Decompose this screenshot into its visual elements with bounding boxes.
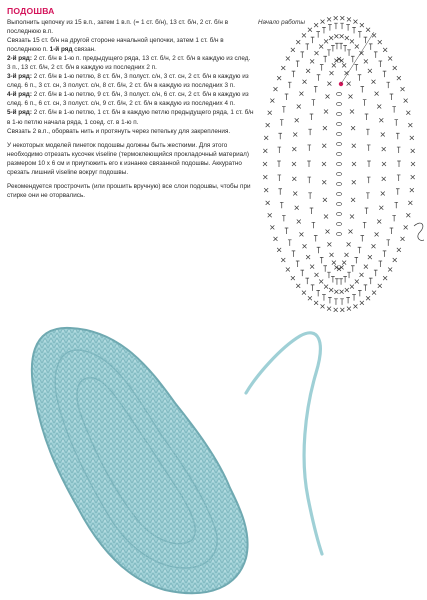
diagram-stitch-symbol bbox=[263, 175, 267, 179]
diagram-stitch-symbol bbox=[340, 23, 344, 29]
diagram-stitch-symbol bbox=[348, 229, 352, 233]
diagram-stitch-symbol bbox=[364, 59, 368, 63]
diagram-stitch-symbol bbox=[351, 126, 355, 130]
diagram-stitch-symbol bbox=[281, 66, 285, 70]
diagram-stitch-symbol bbox=[397, 248, 401, 252]
diagram-stitch-symbol bbox=[310, 59, 314, 63]
diagram-stitch-symbol bbox=[332, 261, 336, 265]
diagram-stitch-symbol bbox=[352, 180, 356, 184]
diagram-stitch-symbol bbox=[295, 206, 299, 210]
diagram-stitch-symbol bbox=[328, 25, 332, 31]
diagram-stitch-symbol bbox=[339, 43, 343, 49]
diagram-stitch-symbol bbox=[312, 100, 316, 106]
diagram-stitch-symbol bbox=[360, 273, 364, 277]
diagram-stitch-symbol bbox=[406, 111, 410, 115]
diagram-stitch-symbol bbox=[323, 56, 327, 62]
diagram-stitch-symbol bbox=[327, 82, 331, 86]
instruction-chain: Выполнить цепочку из 15 в.п., затем 1 в.п. (= 1 ст. б/н), 13 ст. б/н, 2 ст. б/н в последнюю в.п. bbox=[7, 19, 229, 36]
diagram-stitch-symbol bbox=[277, 161, 281, 167]
instruction-row-2: 2-й ряд: 2 ст. б/н в 1-ю п. предыдущего ряда, 13 ст. б/н, 2 ст. б/н в каждую из след. 3 п., 13 ст. б/н, 2 ст. б/н в каждую из последних 2 п. bbox=[7, 55, 251, 72]
diagram-stitch-symbol bbox=[343, 45, 347, 51]
diagram-stitch-symbol bbox=[342, 63, 346, 67]
diagram-stitch-symbol bbox=[336, 172, 341, 175]
page-title: ПОДОШВА bbox=[7, 6, 55, 16]
diagram-stitch-symbol bbox=[278, 147, 282, 153]
diagram-stitch-symbol bbox=[360, 23, 364, 27]
instructions-text bbox=[7, 18, 255, 200]
diagram-stitch-symbol bbox=[268, 111, 272, 115]
diagram-stitch-symbol bbox=[411, 149, 415, 153]
diagram-stitch-symbol bbox=[377, 219, 381, 223]
diagram-stitch-symbol bbox=[379, 261, 383, 267]
diagram-stitch-symbol bbox=[371, 244, 375, 248]
diagram-stitch-symbol bbox=[288, 240, 292, 246]
diagram-stitch-symbol bbox=[327, 272, 331, 278]
diagram-stitch-symbol bbox=[317, 247, 321, 253]
diagram-stitch-symbol bbox=[270, 225, 274, 229]
crocheted-sole-photo bbox=[0, 318, 427, 600]
diagram-stitch-symbol bbox=[340, 34, 344, 38]
diagram-stitch-symbol bbox=[329, 288, 333, 292]
diagram-stitch-symbol bbox=[377, 105, 381, 109]
diagram-stitch-symbol bbox=[368, 255, 372, 259]
diagram-stitch-symbol bbox=[327, 17, 331, 21]
diagram-stitch-symbol bbox=[286, 268, 290, 272]
diagram-stitch-symbol bbox=[278, 175, 282, 181]
diagram-stitch-symbol bbox=[270, 99, 274, 103]
diagram-stitch-symbol bbox=[285, 94, 289, 100]
diagram-stitch-symbol bbox=[343, 277, 347, 283]
diagram-stitch-symbol bbox=[375, 232, 379, 236]
diagram-stitch-symbol bbox=[355, 44, 359, 48]
diagram-stitch-symbol bbox=[310, 265, 314, 269]
diagram-stitch-symbol bbox=[346, 25, 350, 31]
diagram-stitch-symbol bbox=[315, 273, 319, 277]
diagram-stitch-symbol bbox=[324, 39, 328, 43]
diagram-stitch-symbol bbox=[353, 304, 357, 308]
diagram-stitch-symbol bbox=[336, 152, 341, 155]
diagram-stitch-symbol bbox=[388, 268, 392, 272]
diagram-stitch-symbol bbox=[394, 202, 398, 208]
diagram-stitch-symbol bbox=[396, 133, 400, 139]
diagram-stitch-symbol bbox=[327, 242, 331, 246]
diagram-stitch-symbol bbox=[360, 301, 364, 305]
diagram-stitch-symbol bbox=[322, 27, 326, 33]
diagram-stitch-symbol bbox=[365, 208, 369, 214]
diagram-stitch-symbol bbox=[300, 270, 304, 276]
diagram-stitch-symbol bbox=[381, 192, 385, 196]
diagram-stitch-symbol bbox=[408, 201, 412, 205]
diagram-stitch-symbol bbox=[336, 222, 341, 225]
diagram-stitch-symbol bbox=[410, 188, 414, 192]
diagram-stitch-symbol bbox=[329, 36, 333, 40]
diagram-stitch-symbol bbox=[302, 291, 306, 295]
diagram-stitch-symbol bbox=[328, 297, 332, 303]
diagram-stitch-symbol bbox=[302, 33, 306, 37]
diagram-stitch-symbol bbox=[324, 110, 328, 114]
diagram-stitch-symbol bbox=[383, 48, 387, 52]
diagram-stitch-symbol bbox=[266, 123, 270, 127]
diagram-stitch-symbol bbox=[350, 285, 354, 289]
diagram-stitch-symbol bbox=[296, 40, 300, 44]
diagram-stitch-symbol bbox=[292, 147, 296, 151]
diagram-stitch-symbol bbox=[397, 147, 401, 153]
diagram-stitch-symbol bbox=[364, 265, 368, 269]
diagram-stitch-symbol bbox=[401, 237, 405, 241]
sole-shape bbox=[32, 328, 248, 593]
diagram-stitch-symbol bbox=[323, 266, 327, 272]
note-stitch: Рекомендуется прострочить (или прошить вручную) все слои подошвы, чтобы при стирке они не оторвались. bbox=[7, 182, 251, 199]
diagram-stitch-symbol bbox=[330, 71, 334, 75]
diagram-stitch-symbol bbox=[268, 213, 272, 217]
diagram-stitch-symbol bbox=[321, 20, 325, 24]
diagram-stitch-symbol bbox=[379, 118, 383, 122]
diagram-stitch-symbol bbox=[340, 290, 344, 294]
diagram-stitch-symbol bbox=[367, 177, 371, 183]
diagram-stitch-symbol bbox=[331, 45, 335, 51]
diagram-stitch-symbol bbox=[393, 66, 397, 70]
diagram-stitch-symbol bbox=[386, 82, 390, 88]
diagram-stitch-symbol bbox=[307, 161, 311, 167]
diagram-stitch-symbol bbox=[350, 110, 354, 114]
diagram-stitch-symbol bbox=[345, 288, 349, 292]
diagram-stitch-symbol bbox=[404, 99, 408, 103]
diagram-stitch-symbol bbox=[286, 56, 290, 60]
diagram-stitch-symbol bbox=[326, 95, 330, 99]
diagram-stitch-symbol bbox=[352, 295, 356, 301]
diagram-yarn-end bbox=[414, 223, 424, 240]
diagram-stitch-symbol bbox=[364, 285, 368, 291]
diagram-stitch-symbol bbox=[347, 50, 351, 56]
diagram-stitch-symbol bbox=[312, 222, 316, 228]
diagram-stitch-symbol bbox=[314, 301, 318, 305]
diagram-stitch-symbol bbox=[340, 308, 344, 312]
diagram-stitch-symbol bbox=[308, 296, 312, 300]
diagram-stitch-symbol bbox=[394, 120, 398, 126]
diagram-stitch-symbol bbox=[320, 257, 324, 263]
diagram-stitch-symbol bbox=[360, 87, 364, 93]
diagram-stitch-symbol bbox=[355, 257, 359, 263]
diagram-stitch-symbol bbox=[390, 228, 394, 234]
diagram-stitch-symbol bbox=[388, 56, 392, 60]
diagram-stitch-symbol bbox=[322, 162, 326, 166]
instruction-row-1: Связать 15 ст. б/н на другой стороне начальной цепочки, затем 1 ст. б/н в последнюю п. 1-й ряд связан. bbox=[7, 37, 224, 54]
diagram-stitch-symbol bbox=[397, 175, 401, 181]
diagram-stitch-symbol bbox=[367, 145, 371, 151]
diagram-stitch-symbol bbox=[322, 180, 326, 184]
diagram-stitch-symbol bbox=[364, 37, 368, 43]
diagram-stitch-symbol bbox=[378, 40, 382, 44]
diagram-stitch-symbol bbox=[285, 228, 289, 234]
diagram-stitch-symbol bbox=[386, 240, 390, 246]
diagram-stitch-symbol bbox=[296, 284, 300, 288]
diagram-stitch-symbol bbox=[368, 69, 372, 73]
diagram-stitch-symbol bbox=[324, 285, 328, 289]
crochet-diagram bbox=[254, 14, 424, 319]
diagram-stitch-symbol bbox=[321, 304, 325, 308]
diagram-stitch-symbol bbox=[292, 177, 296, 181]
diagram-stitch-symbol bbox=[351, 198, 355, 202]
diagram-stitch-symbol bbox=[347, 17, 351, 21]
diagram-stitch-symbol bbox=[350, 215, 354, 219]
diagram-stitch-symbol bbox=[411, 162, 415, 166]
diagram-stitch-symbol bbox=[336, 132, 341, 135]
instruction-row-4: 4-й ряд: 2 ст. б/н в 1-ю петлю, 9 ст. б/н, 3 полуст. с/н, 6 ст. сн, 2 ст. б/н в каждую из след. 6 п., 6 ст. сн, 3 полуст. с/н, 9 ст. б/н, 2 ст. б/н в каждую из последних 4 п. bbox=[7, 91, 249, 108]
diagram-stitch-symbol bbox=[308, 28, 312, 32]
yarn-tail bbox=[246, 333, 322, 554]
diagram-stitch-symbol bbox=[397, 161, 401, 167]
diagram-stitch-symbol bbox=[299, 92, 303, 96]
diagram-stitch-symbol bbox=[382, 162, 386, 166]
diagram-stitch-symbol bbox=[392, 215, 396, 221]
diagram-stitch-symbol bbox=[295, 118, 299, 122]
diagram-stitch-symbol bbox=[375, 92, 379, 96]
diagram-stitch-symbol bbox=[323, 126, 327, 130]
diagram-stitch-symbol bbox=[310, 208, 314, 214]
instruction-row-5: 5-й ряд: 2 ст. б/н в 1-ю петлю, 1 ст. б/н в каждую петлю предыдущего ряда, 1 ст. б/н в 1-ю петлю начала ряда, 1 соед. ст. в 1-ю п. bbox=[7, 109, 254, 126]
diagram-stitch-symbol bbox=[408, 123, 412, 127]
diagram-stitch-symbol bbox=[410, 136, 414, 140]
diagram-stitch-symbol bbox=[366, 129, 370, 135]
instruction-finish: Связать 2 в.п., оборвать нить и протянуть через петельку для закрепления. bbox=[7, 127, 231, 135]
diagram-stitch-symbol bbox=[336, 122, 341, 125]
diagram-stitch-symbol bbox=[347, 307, 351, 311]
diagram-stitch-symbol bbox=[282, 215, 286, 221]
diagram-stitch-symbol bbox=[320, 65, 324, 71]
diagram-stitch-symbol bbox=[371, 80, 375, 84]
diagram-start-pointer bbox=[341, 32, 374, 84]
diagram-stitch-symbol bbox=[350, 39, 354, 43]
diagram-stitch-symbol bbox=[311, 285, 315, 291]
diagram-stitch-symbol bbox=[331, 277, 335, 283]
diagram-stitch-symbol bbox=[292, 251, 296, 257]
diagram-stitch-symbol bbox=[351, 266, 355, 272]
diagram-stitch-symbol bbox=[280, 120, 284, 126]
diagram-stitch-symbol bbox=[348, 95, 352, 99]
diagram-stitch-symbol bbox=[369, 44, 373, 50]
diagram-stitch-symbol bbox=[296, 61, 300, 67]
diagram-stitch-symbol bbox=[308, 193, 312, 199]
diagram-stitch-symbol bbox=[263, 149, 267, 153]
diagram-stitch-symbol bbox=[330, 253, 334, 257]
diagram-stitch-symbol bbox=[396, 189, 400, 195]
diagram-stitch-symbol bbox=[379, 61, 383, 67]
diagram-stitch-symbol bbox=[327, 307, 331, 311]
diagram-stitch-symbol bbox=[336, 202, 341, 205]
diagram-stitch-symbol bbox=[401, 87, 405, 91]
diagram-stitch-symbol bbox=[336, 112, 341, 115]
diagram-stitch-symbol bbox=[397, 76, 401, 80]
diagram-stitch-symbol bbox=[282, 107, 286, 113]
diagram-stitch-symbol bbox=[335, 43, 339, 49]
diagram-stitch-symbol bbox=[336, 212, 341, 215]
diagram-stitch-symbol bbox=[365, 114, 369, 120]
diagram-stitch-symbol bbox=[336, 162, 341, 165]
diagram-stitch-symbol bbox=[281, 258, 285, 262]
diagram-stitch-symbol bbox=[366, 193, 370, 199]
diagram-stitch-symbol bbox=[319, 44, 323, 48]
diagram-stitch-symbol bbox=[363, 222, 367, 228]
diagram-stitch-symbol bbox=[307, 177, 311, 183]
diagram-stitch-symbol bbox=[277, 248, 281, 252]
diagram-stitch-symbol bbox=[352, 162, 356, 166]
diagram-stitch-symbol bbox=[372, 291, 376, 295]
diagram-stitch-symbol bbox=[277, 76, 281, 80]
diagram-stitch-symbol bbox=[326, 229, 330, 233]
diagram-stitch-symbol bbox=[334, 290, 338, 294]
diagram-stitch-symbol bbox=[369, 278, 373, 284]
diagram-stitch-symbol bbox=[347, 242, 351, 246]
diagram-stitch-symbol bbox=[278, 133, 282, 139]
diagram-stitch-symbol bbox=[340, 299, 344, 305]
diagram-stitch-symbol bbox=[374, 270, 378, 276]
diagram-stitch-symbol bbox=[383, 71, 387, 77]
diagram-stitch-symbol bbox=[327, 50, 331, 56]
diagram-stitch-symbol bbox=[336, 182, 341, 185]
diagram-stitch-symbol bbox=[310, 114, 314, 120]
diagram-stitch-symbol bbox=[322, 295, 326, 301]
note-viseline: У некоторых моделей пинеток подошвы должны быть жесткими. Для этого необходимо отрезать кусочек viseline (термоклеющийся прокладочный материал) размером 10 х 6 см и приутюжить его к изнанке связанной подошвы. Аккуратно срезать лишний viseline вокруг подошвы. bbox=[7, 141, 249, 176]
diagram-stitch-symbol bbox=[346, 297, 350, 303]
diagram-stitch-symbol bbox=[297, 105, 301, 109]
diagram-stitch-symbol bbox=[291, 276, 295, 280]
diagram-stitch-symbol bbox=[316, 32, 320, 38]
diagram-stitch-symbol bbox=[332, 63, 336, 67]
diagram-stitch-symbol bbox=[308, 129, 312, 135]
diagram-stitch-symbol bbox=[334, 308, 338, 312]
diagram-stitch-symbol bbox=[306, 69, 310, 73]
diagram-stitch-symbol bbox=[296, 261, 300, 267]
diagram-stitch-symbol bbox=[336, 192, 341, 195]
diagram-stitch-symbol bbox=[314, 87, 318, 93]
diagram-stitch-symbol bbox=[383, 276, 387, 280]
diagram-stitch-symbol bbox=[404, 225, 408, 229]
diagram-start-label: Начало работы bbox=[258, 19, 306, 26]
diagram-stitch-symbol bbox=[314, 23, 318, 27]
diagram-stitch-symbol bbox=[374, 52, 378, 58]
diagram-stitch-symbol bbox=[293, 132, 297, 136]
diagram-stitch-symbol bbox=[352, 27, 356, 33]
diagram-stitch-symbol bbox=[336, 92, 341, 95]
diagram-stitch-symbol bbox=[266, 201, 270, 205]
diagram-stitch-symbol bbox=[367, 161, 371, 167]
diagram-stitch-symbol bbox=[293, 192, 297, 196]
diagram-stitch-symbol bbox=[381, 132, 385, 136]
diagram-stitch-symbol bbox=[358, 290, 362, 296]
diagram-stitch-symbol bbox=[382, 177, 386, 181]
diagram-stitch-symbol bbox=[366, 28, 370, 32]
diagram-stitch-symbol bbox=[292, 162, 296, 166]
diagram-stitch-symbol bbox=[345, 253, 349, 257]
diagram-stitch-symbol bbox=[280, 202, 284, 208]
diagram-stitch-symbol bbox=[311, 37, 315, 43]
diagram-stitch-symbol bbox=[264, 136, 268, 140]
diagram-stitch-symbol bbox=[383, 251, 387, 257]
diagram-stitch-symbol bbox=[347, 82, 351, 86]
diagram-stitch-symbol bbox=[406, 213, 410, 217]
diagram-stitch-symbol bbox=[335, 279, 339, 285]
diagram-stitch-symbol bbox=[336, 142, 341, 145]
diagram-stitch-symbol bbox=[263, 162, 267, 166]
diagram-stitch-symbol bbox=[351, 56, 355, 62]
diagram-stitch-symbol bbox=[306, 255, 310, 259]
diagram-stitch-symbol bbox=[319, 280, 323, 284]
diagram-stitch-symbol bbox=[358, 75, 362, 81]
diagram-stitch-symbol bbox=[382, 147, 386, 151]
diagram-stitch-symbol bbox=[379, 206, 383, 210]
diagram-stitch-symbol bbox=[393, 258, 397, 262]
diagram-stitch-symbol bbox=[273, 87, 277, 91]
diagram-stitch-symbol bbox=[300, 52, 304, 58]
diagram-stitch-symbol bbox=[358, 247, 362, 253]
diagram-stitch-symbol bbox=[360, 235, 364, 241]
diagram-stitch-symbol bbox=[347, 272, 351, 278]
diagram-stitch-symbol bbox=[358, 32, 362, 38]
diagram-stitch-symbol bbox=[303, 80, 307, 84]
diagram-stitch-symbol bbox=[334, 23, 338, 29]
diagram-stitch-symbol bbox=[390, 94, 394, 100]
diagram-stitch-symbol bbox=[297, 219, 301, 223]
diagram-stitch-symbol bbox=[353, 20, 357, 24]
diagram-stitch-symbol bbox=[288, 82, 292, 88]
diagram-stitch-symbol bbox=[366, 296, 370, 300]
diagram-stitch-symbol bbox=[305, 278, 309, 284]
diagram-stitch-symbol bbox=[291, 48, 295, 52]
diagram-stitch-symbol bbox=[303, 244, 307, 248]
diagram-stitch-symbol bbox=[363, 100, 367, 106]
diagram-stitch-symbol bbox=[336, 102, 341, 105]
diagram-stitch-symbol bbox=[273, 237, 277, 241]
diagram-stitch-symbol bbox=[345, 36, 349, 40]
diagram-stitch-symbol bbox=[334, 299, 338, 305]
diagram-stitch-symbol bbox=[317, 75, 321, 81]
diagram-stitch-symbol bbox=[339, 279, 343, 285]
diagram-stitch-symbol bbox=[299, 232, 303, 236]
diagram-stitch-symbol bbox=[314, 235, 318, 241]
diagram-stitch-symbol bbox=[315, 51, 319, 55]
diagram-stitch-symbol bbox=[323, 198, 327, 202]
diagram-stitch-symbol bbox=[340, 16, 344, 20]
diagram-stitch-symbol bbox=[378, 284, 382, 288]
diagram-stitch-symbol bbox=[322, 144, 326, 148]
diagram-stitch-symbol bbox=[392, 107, 396, 113]
diagram-stitch-symbol bbox=[352, 144, 356, 148]
diagram-stitch-symbol bbox=[307, 145, 311, 151]
diagram-stitch-symbol bbox=[305, 44, 309, 50]
diagram-stitch-symbol bbox=[292, 71, 296, 77]
diagram-stitch-symbol bbox=[334, 16, 338, 20]
diagram-stitch-symbol bbox=[334, 34, 338, 38]
diagram-stitch-symbol bbox=[355, 280, 359, 284]
diagram-stitch-symbol bbox=[411, 175, 415, 179]
diagram-stitch-symbol bbox=[342, 261, 346, 265]
diagram-stitch-symbol bbox=[316, 290, 320, 296]
diagram-stitch-symbol bbox=[324, 215, 328, 219]
diagram-stitch-symbol bbox=[336, 232, 341, 235]
diagram-stitch-symbol bbox=[278, 189, 282, 195]
diagram-stitch-symbol bbox=[264, 188, 268, 192]
diagram-stitch-symbol bbox=[355, 65, 359, 71]
instruction-row-3: 3-й ряд: 2 ст. б/н в 1-ю петлю, 8 ст. б/н, 3 полуст. с/н, 3 ст. сн, 2 ст. б/н в каждую из след. 6 п., 3 ст. сн, 3 полуст. с/н, 8 ст. б/н, 2 ст. б/н в каждую из последних 3 п. bbox=[7, 73, 249, 90]
